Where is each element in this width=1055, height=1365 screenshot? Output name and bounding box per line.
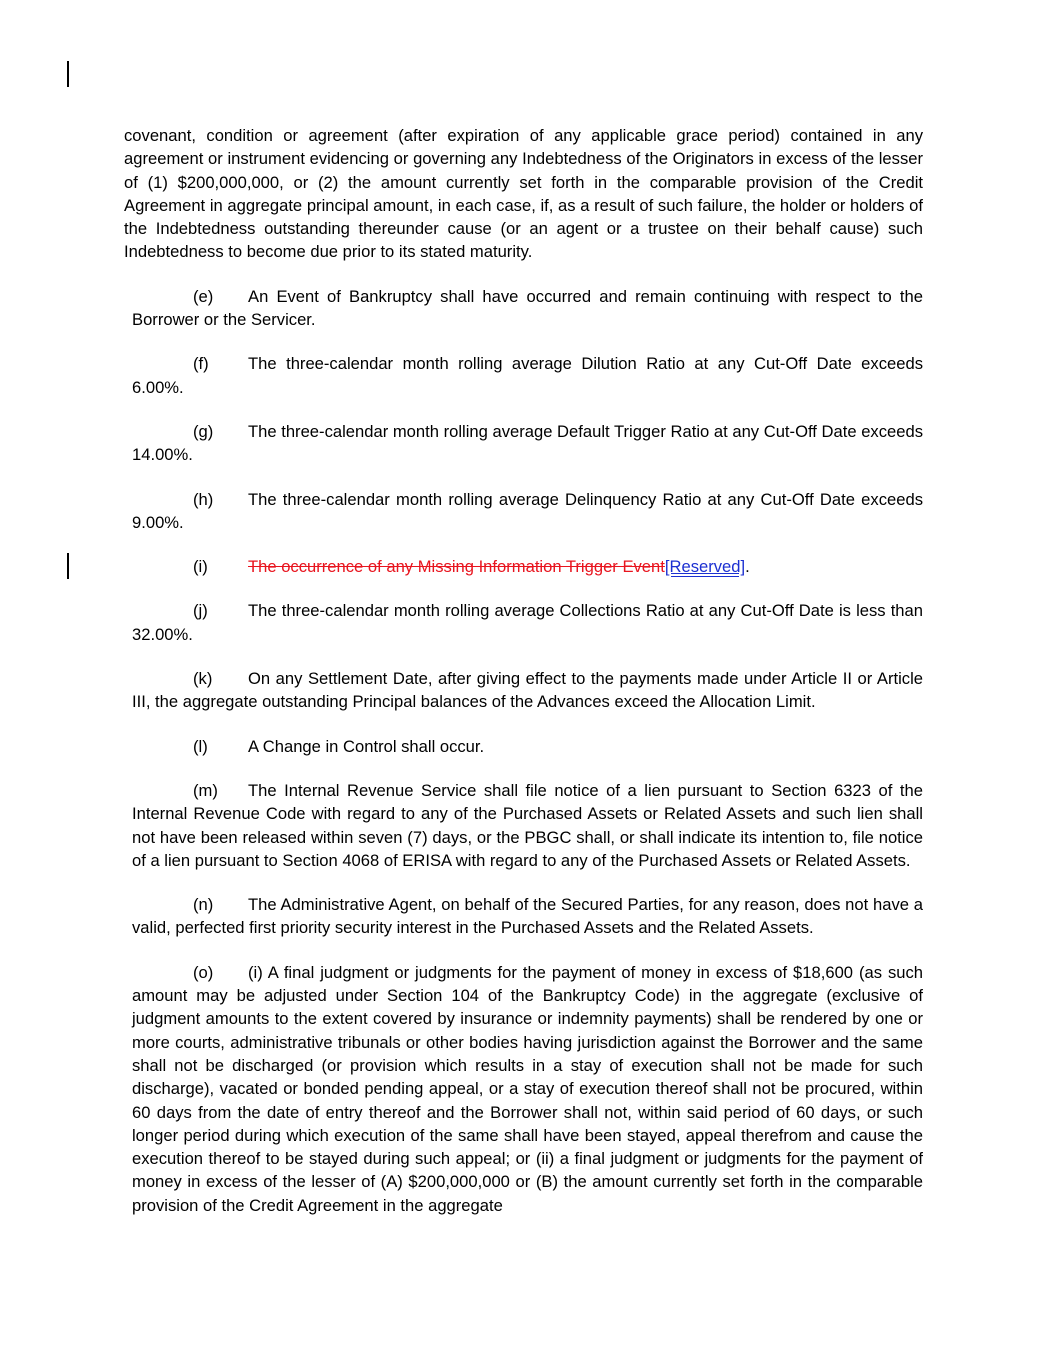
clause-e xyxy=(132,285,923,332)
inserted-text: [Reserved] xyxy=(664,557,746,577)
clause-label: (e) xyxy=(193,286,214,306)
clause-j xyxy=(132,599,923,646)
change-bar-top xyxy=(67,61,69,87)
clause-label: (l) xyxy=(193,736,208,756)
clause-label: (j) xyxy=(193,601,208,621)
clause-text: The three-calendar month rolling average Collections Ratio at any Cut-Off Date is less than 32.00%. xyxy=(132,601,923,644)
clause-h xyxy=(132,488,923,535)
clause-m xyxy=(132,779,923,872)
clause-label: (i) xyxy=(193,557,208,577)
clause-label: (m) xyxy=(193,780,218,800)
clause-text: The three-calendar month rolling average Dilution Ratio at any Cut-Off Date exceeds 6.00%. xyxy=(132,354,923,397)
clause-label: (o) xyxy=(193,962,214,982)
clause-label: (k) xyxy=(193,669,213,689)
clause-f xyxy=(132,352,923,399)
clause-k xyxy=(132,667,923,714)
clause-o xyxy=(132,961,923,1217)
clause-text: A Change in Control shall occur. xyxy=(248,736,485,756)
clause-text: The Internal Revenue Service shall file notice of a lien pursuant to Section 6323 of the Internal Revenue Code with regard to any of the Purchased Assets or Related Assets and such lien shall not have been released within seven (7) days, or the PBGC shall, or shall indicate its intention to, file notice of a lien pursuant to Section 4068 of ERISA with regard to any of the Purchased Assets or Related Assets. xyxy=(132,780,923,870)
clause-label: (f) xyxy=(193,354,209,374)
clause-label: (g) xyxy=(193,421,214,441)
clause-n xyxy=(132,893,923,940)
clause-text: The three-calendar month rolling average Delinquency Ratio at any Cut-Off Date exceeds 9.00%. xyxy=(132,489,923,532)
clause-text: On any Settlement Date, after giving effect to the payments made under Article II or Article III, the aggregate outstanding Principal balances of the Advances exceed the Allocation Limit. xyxy=(132,669,923,712)
opening-paragraph: covenant, condition or agreement (after expiration of any applicable grace period) contained in any agreement or instrument evidencing or governing any Indebtedness of the Originators in excess of the lesser of (1) $200,000,000, or (2) the amount currently set forth in the comparable provision of the Credit Agreement in aggregate principal amount, in each case, if, as a result of such failure, the holder or holders of the Indebtedness outstanding thereunder cause (or an agent or a trustee on their behalf cause) such Indebtedness to become due prior to its stated maturity. xyxy=(124,126,923,262)
clause-text: The Administrative Agent, on behalf of the Secured Parties, for any reason, does not have a valid, perfected first priority security interest in the Purchased Assets and the Related Assets. xyxy=(132,895,923,938)
trailing-period: . xyxy=(745,557,750,577)
clause-text: (i) A final judgment or judgments for the payment of money in excess of $18,600 (as such amount may be adjusted under Section 104 of the Bankruptcy Code) in the aggregate (exclusive of judgment amounts to the extent covered by insurance or indemnity payments) shall be rendered by one or more courts, administrative tribunals or other bodies having jurisdiction against the Borrower and the same shall not be discharged (or provision which results in a stay of execution shall not be made for such discharge), vacated or bonded pending appeal, or a stay of execution thereof shall not be procured, within 60 days from the date of entry thereof and the Borrower shall not, within said period of 60 days, or such longer period during which execution of the same shall have been stayed, appeal therefrom and cause the execution thereof to be stayed during such appeal; or (ii) a final judgment or judgments for the payment of money in excess of the lesser of (A) $200,000,000 or (B) the amount currently set forth in the comparable provision of the Credit Agreement in the aggregate xyxy=(132,962,923,1215)
clause-label: (n) xyxy=(193,895,214,915)
document-body xyxy=(124,124,923,1238)
clause-g xyxy=(132,420,923,467)
change-bar-clause-i xyxy=(67,553,69,579)
clause-label: (h) xyxy=(193,489,214,509)
clause-l xyxy=(132,735,923,758)
deleted-text: The occurrence of any Missing Information Trigger Event xyxy=(248,557,665,577)
clause-text: An Event of Bankruptcy shall have occurred and remain continuing with respect to the Borrower or the Servicer. xyxy=(132,286,923,330)
clause-i xyxy=(132,555,923,578)
clause-text: The three-calendar month rolling average Default Trigger Ratio at any Cut-Off Date exceeds 14.00%. xyxy=(132,421,923,465)
